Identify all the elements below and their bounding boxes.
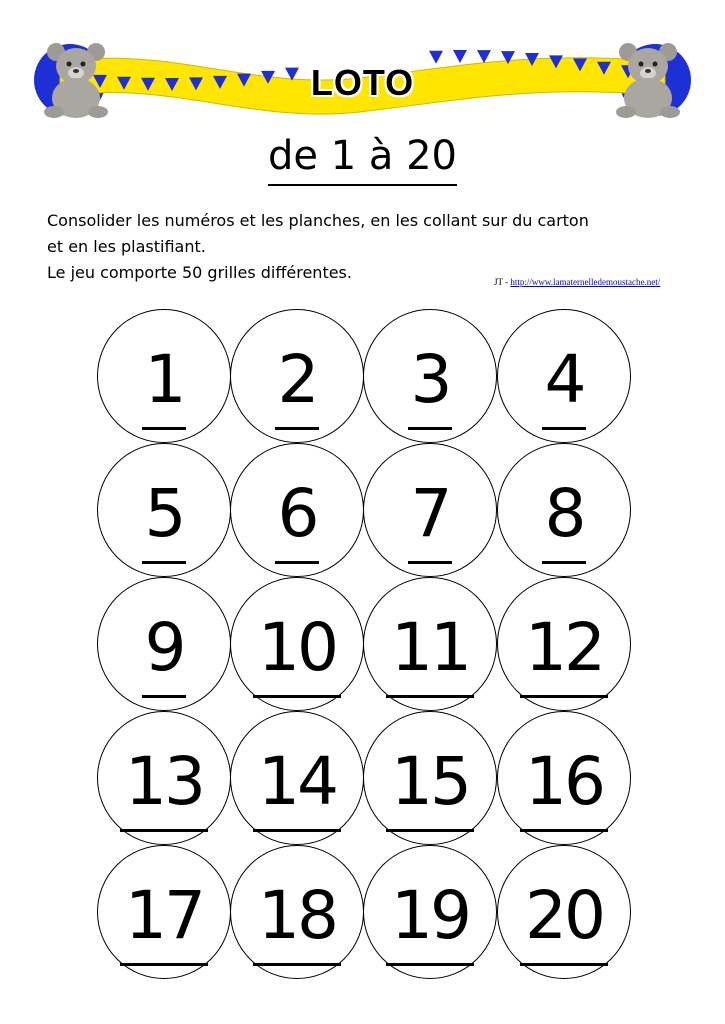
number-circle	[97, 309, 231, 443]
number-underline	[408, 427, 452, 430]
number-circle	[230, 309, 364, 443]
credit-link[interactable]: http://www.lamaternelledemoustache.net/	[510, 277, 661, 287]
number-circle	[230, 443, 364, 577]
instruction-line: et en les plastifiant.	[47, 237, 206, 256]
number-underline	[142, 427, 186, 430]
number-label: 19	[391, 877, 469, 954]
instruction-line: Consolider les numéros et les planches, en les collant sur du carton	[47, 211, 589, 230]
number-underline	[542, 561, 586, 564]
number-label: 3	[410, 341, 450, 418]
number-circle	[230, 845, 364, 979]
number-underline	[520, 695, 608, 698]
number-label: 7	[410, 475, 450, 552]
number-circle	[363, 845, 497, 979]
number-label: 2	[277, 341, 317, 418]
number-underline	[253, 829, 341, 832]
number-circle	[97, 577, 231, 711]
number-label: 17	[125, 877, 203, 954]
number-circle	[363, 577, 497, 711]
number-label: 13	[125, 743, 203, 820]
number-circle	[230, 577, 364, 711]
number-label: 4	[544, 341, 584, 418]
number-circle	[497, 309, 631, 443]
number-label: 14	[258, 743, 336, 820]
number-underline	[408, 561, 452, 564]
number-underline	[275, 427, 319, 430]
number-circle	[497, 443, 631, 577]
number-underline	[520, 829, 608, 832]
credit-author: JT -	[494, 277, 511, 287]
number-label: 10	[258, 609, 336, 686]
number-label: 11	[391, 609, 469, 686]
number-underline	[120, 963, 208, 966]
number-circle	[363, 309, 497, 443]
number-label: 5	[144, 475, 184, 552]
number-underline	[386, 829, 474, 832]
number-underline	[520, 963, 608, 966]
number-label: 15	[391, 743, 469, 820]
number-label: 12	[525, 609, 603, 686]
number-underline	[386, 963, 474, 966]
number-underline	[275, 561, 319, 564]
number-underline	[120, 829, 208, 832]
number-circle	[97, 711, 231, 845]
instruction-line: Le jeu comporte 50 grilles différentes.	[47, 263, 352, 282]
number-circle	[497, 845, 631, 979]
number-label: 20	[525, 877, 603, 954]
number-underline	[142, 561, 186, 564]
subtitle-text: de 1 à 20	[268, 132, 457, 186]
number-circle	[97, 443, 231, 577]
number-label: 18	[258, 877, 336, 954]
number-circle	[497, 711, 631, 845]
number-circle	[97, 845, 231, 979]
number-underline	[386, 695, 474, 698]
number-underline	[142, 695, 186, 698]
number-underline	[253, 963, 341, 966]
number-circle	[230, 711, 364, 845]
number-underline	[253, 695, 341, 698]
number-circle	[497, 577, 631, 711]
number-label: 9	[144, 609, 184, 686]
number-label: 16	[525, 743, 603, 820]
number-underline	[542, 427, 586, 430]
number-label: 8	[544, 475, 584, 552]
number-label: 1	[144, 341, 184, 418]
number-circle	[363, 711, 497, 845]
page-title: LOTO	[310, 62, 415, 103]
number-label: 6	[277, 475, 317, 552]
number-circle	[363, 443, 497, 577]
